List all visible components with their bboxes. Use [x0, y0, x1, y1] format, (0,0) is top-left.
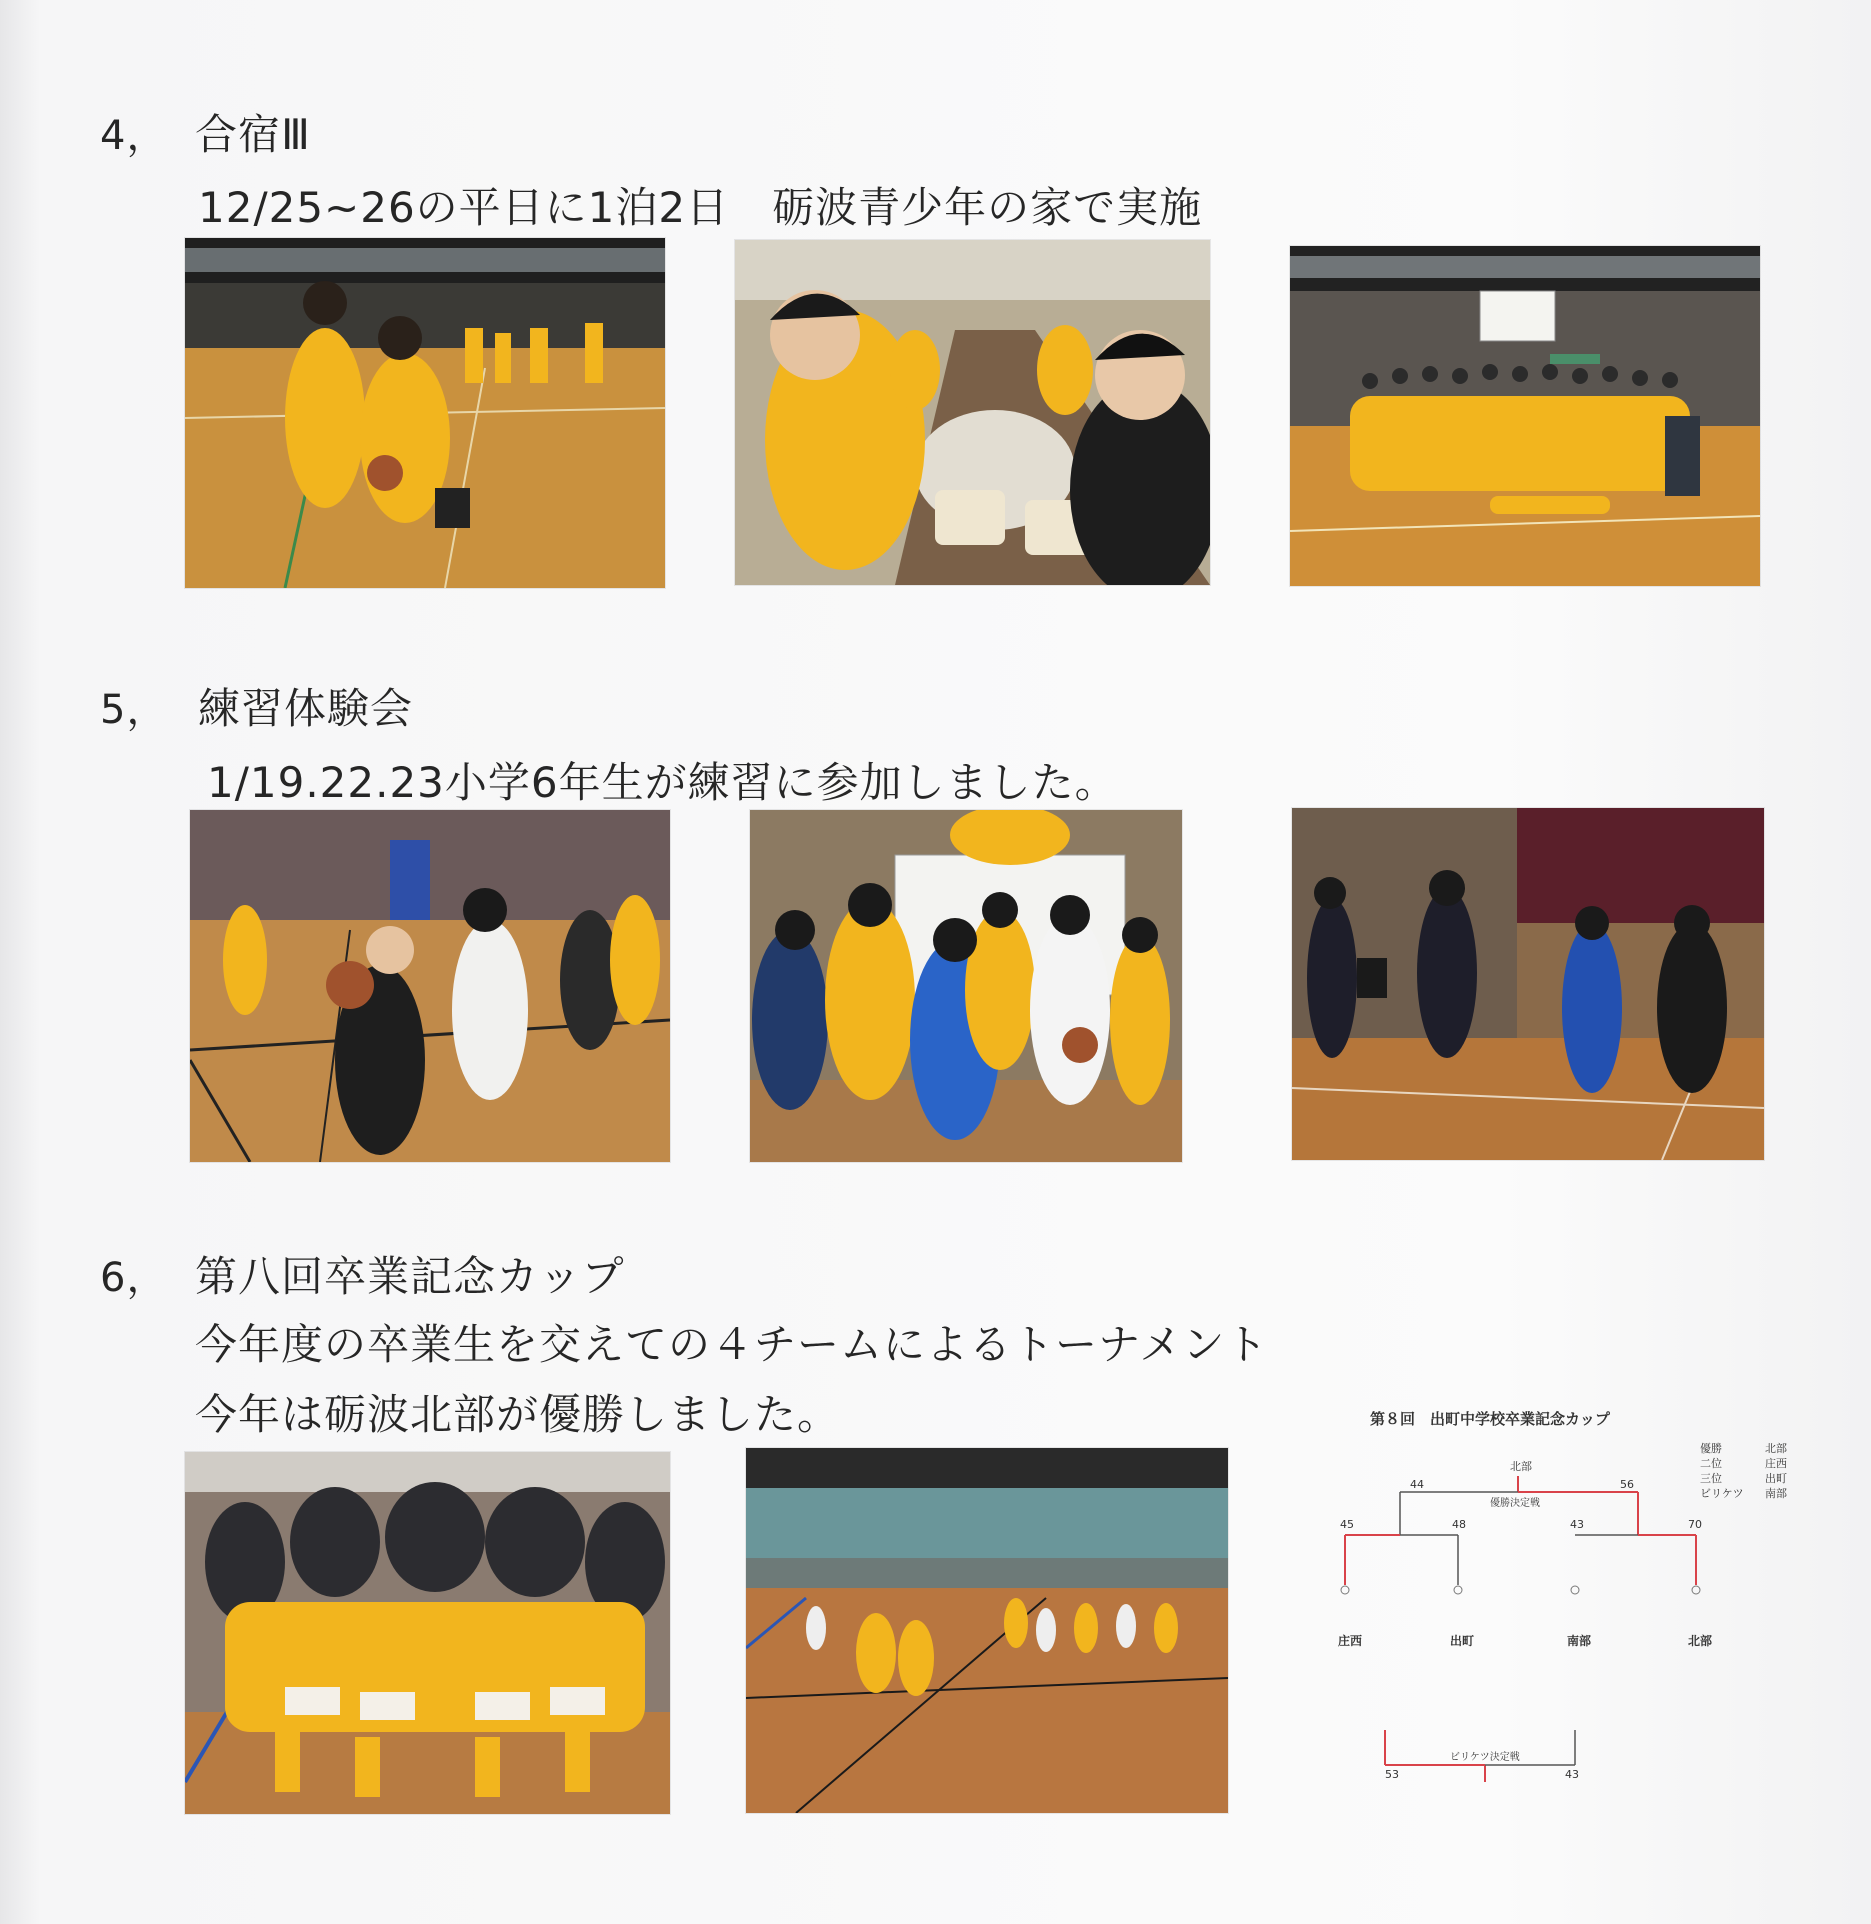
photo-cup-group	[185, 1452, 670, 1814]
section-6-result: 今年は砺波北部が優勝しました。	[195, 1390, 841, 1439]
photo-camp-group	[1290, 246, 1760, 586]
photo-trial-stage	[1292, 808, 1764, 1160]
team-3: 南部	[1567, 1634, 1592, 1648]
standing-1-place: 優勝	[1700, 1442, 1722, 1455]
third-place-score-right: 43	[1565, 1768, 1579, 1781]
photo-cup-game	[746, 1448, 1228, 1813]
standing-4-place: ビリケツ	[1700, 1487, 1744, 1500]
semi-score-2: 48	[1452, 1518, 1466, 1531]
photo-camp-practice	[185, 238, 665, 588]
semi-score-4: 70	[1688, 1518, 1702, 1531]
semi-score-3: 43	[1570, 1518, 1584, 1531]
section-4-title: 合宿Ⅲ	[195, 110, 311, 159]
standing-2-team: 庄西	[1765, 1457, 1787, 1470]
third-place-score-left: 53	[1385, 1768, 1399, 1781]
section-5-title: 練習体験会	[198, 684, 414, 733]
bracket-champion: 北部	[1510, 1460, 1532, 1473]
final-label: 優勝決定戦	[1490, 1498, 1540, 1509]
team-1: 庄西	[1338, 1634, 1363, 1648]
standing-2-place: 二位	[1700, 1457, 1722, 1470]
bracket-title: 第８回 出町中学校卒業記念カップ	[1370, 1410, 1610, 1428]
final-score-left: 44	[1410, 1478, 1424, 1491]
final-score-right: 56	[1620, 1478, 1634, 1491]
photo-camp-dinner	[735, 240, 1210, 585]
semi-score-1: 45	[1340, 1518, 1354, 1531]
tournament-bracket	[1330, 1400, 1810, 1800]
standing-1-team: 北部	[1765, 1442, 1787, 1455]
standing-4-team: 南部	[1765, 1487, 1787, 1500]
team-2: 出町	[1450, 1634, 1475, 1648]
photo-trial-huddle	[750, 810, 1182, 1162]
third-place-label: ビリケツ決定戦	[1450, 1752, 1520, 1763]
section-4-description: 12/25~26の平日に1泊2日 砺波青少年の家で実施	[198, 183, 1203, 232]
section-5-description: 1/19.22.23小学6年生が練習に参加しました。	[207, 758, 1118, 807]
photo-trial-drill	[190, 810, 670, 1162]
section-6-number: 6，	[100, 1255, 168, 1301]
section-5-number: 5，	[100, 687, 168, 733]
team-4: 北部	[1688, 1634, 1713, 1648]
section-4-number: 4，	[100, 113, 168, 159]
section-6-title: 第八回卒業記念カップ	[195, 1252, 625, 1301]
standing-3-place: 三位	[1700, 1472, 1722, 1485]
section-6-description: 今年度の卒業生を交えての４チームによるトーナメント	[195, 1320, 1269, 1369]
standing-3-team: 出町	[1765, 1472, 1787, 1485]
